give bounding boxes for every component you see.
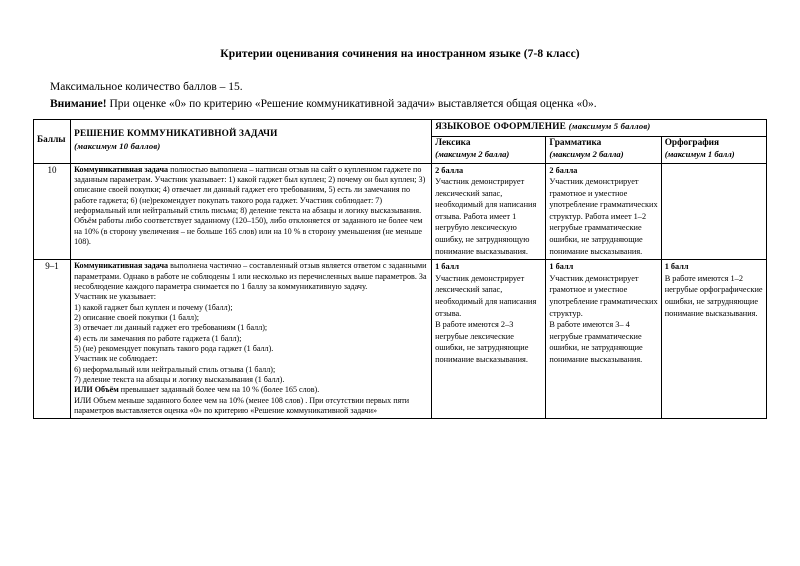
row-9-1-task-line: 5) (не) рекомендует покупать такого рода гаджет (1 балл).	[74, 344, 274, 353]
header-score: Баллы	[34, 120, 71, 164]
header-language-design-caption: ЯЗЫКОВОЕ ОФОРМЛЕНИЕ	[435, 122, 569, 132]
row-9-1-task-line: несоблюдение каждого параметра снимается по 1 баллу за коммуникативную задачу.	[74, 281, 368, 291]
row-9-1-task-tail-volume-over	[74, 385, 428, 395]
header-communicative-task-caption: РЕШЕНИЕ КОММУНИКАТИВНОЙ ЗАДАЧИ	[74, 129, 278, 140]
intro-block	[50, 79, 770, 112]
header-grammar-sub: (максимум 2 балла)	[549, 149, 624, 159]
row-9-1-spelling-text: В работе имеются 1–2 негрубые орфографические ошибки, не затрудняющие понимание высказывания.	[664, 273, 763, 318]
header-lexis-caption: Лексика	[435, 137, 471, 148]
row-9-1-grammar	[546, 260, 661, 419]
row-10-lexis-text: Участник демонстрирует лексический запас, необходимый для написания отзыва. Работа имеет 1 негрубую лексическую ошибку, не затрудняющую понимание высказывания.	[435, 177, 537, 256]
row-10-spelling	[661, 163, 766, 260]
row-10-task	[71, 163, 432, 260]
header-language-design	[432, 120, 767, 137]
row-9-1-task-body: выполнена частично – составленный отзыв является ответом с заданными параметрами. Однако в работе не соблюдены 1 или несколько из перечисленных выше параметров. За	[74, 261, 427, 281]
intro-line-max-score: Максимальное количество баллов – 15.	[50, 81, 243, 93]
header-lexis-sub: (максимум 2 балла)	[435, 149, 510, 159]
row-10-task-lead: Коммуникативная задача	[74, 164, 169, 174]
row-10-task-body: полностью выполнена – нагписан отзыв на сайт о купленном гаджете по заданным параметрам. Участник указывает: 1) какой гаджет был куплен; 2) почему он был куплен; 3) описание своей покупки; 4) отвечает ли данный гаджет его требованиям, 5) есть ли замечания по работе гаджета; 6) (не)рекомендует покупать такого рода гаджет. Участник соблюдает: 7) неформальный или нейтральный стиль письма; 8) деление текста на абзацы и логику высказывания. Объём работы либо соответствует заданному (120–150), либо отклоняется от заданного не более чем на 10% (в сторону увеличения – не больше 165 слов) или на 10 % в сторону уменьшения (не меньше 108).	[74, 164, 426, 246]
warning-lead: Внимание!	[50, 97, 107, 110]
row-9-1-task-line: 4) есть ли замечания по работе гаджета (1 балл);	[74, 333, 242, 343]
row-9-1-task-line: 1) какой гаджет был куплен и почему (1балл);	[74, 302, 233, 312]
row-9-1-lexis	[432, 260, 546, 419]
row-score-10: 10	[34, 163, 71, 260]
table-row	[34, 260, 767, 419]
header-spelling-caption: Орфография	[664, 137, 720, 148]
header-communicative-task-sub: (максимум 10 баллов)	[74, 140, 161, 151]
row-9-1-task-line: 7) деление текста на абзацы и логику высказывания (1 балл).	[74, 375, 285, 385]
header-lexis	[432, 136, 546, 163]
row-9-1-task-line: Участник не указывает:	[74, 292, 156, 302]
row-9-1-task-tail-volume-under: ИЛИ Объем меньше заданного более чем на 10% (менее 108 слов) . При отсутствии первых пяти параметров выставляется оценка «0» по критерию «Решение коммуникативной задачи»	[74, 395, 410, 416]
header-spelling-sub: (максимум 1 балл)	[664, 149, 735, 159]
row-9-1-spelling	[661, 260, 766, 419]
header-grammar-caption: Грамматика	[549, 137, 602, 148]
row-10-lexis-mark: 2 балла	[435, 165, 464, 175]
table-row	[34, 163, 767, 260]
row-10-grammar-mark: 2 балла	[549, 165, 578, 175]
row-9-1-grammar-text2: В работе имеются 3– 4 негрубые грамматические ошибки, не затрудняющие понимание высказывания.	[549, 320, 643, 364]
row-9-1-tail-lead: ИЛИ Объём	[74, 385, 119, 395]
row-10-task-paragraph	[74, 165, 428, 248]
header-communicative-task	[71, 120, 432, 164]
row-score-9-1: 9–1	[34, 260, 71, 419]
header-language-design-sub: (максимум 5 баллов)	[568, 121, 651, 131]
row-9-1-grammar-mark: 1 балл	[549, 262, 574, 272]
row-9-1-task-line: 2) описание своей покупки (1 балл);	[74, 312, 200, 322]
intro-line-warning	[50, 96, 770, 113]
header-spelling	[661, 136, 766, 163]
row-9-1-tail-body: превышает заданный более чем на 10 % (более 165 слов).	[118, 385, 320, 395]
row-9-1-task-lead: Коммуникативная задача	[74, 261, 169, 271]
row-10-lexis	[432, 163, 546, 260]
row-9-1-task-paragraph	[74, 261, 428, 282]
page-title: Критерии оценивания сочинения на иностранном языке (7-8 класс)	[220, 48, 580, 60]
row-10-grammar	[546, 163, 661, 260]
criteria-table	[33, 119, 767, 419]
table-header-row-1	[34, 120, 767, 137]
row-9-1-task-line: 3) отвечает ли данный гаджет его требованиям (1 балл);	[74, 323, 268, 333]
row-9-1-spelling-mark: 1 балл	[664, 262, 689, 272]
row-9-1-task	[71, 260, 432, 419]
warning-text: При оценке «0» по критерию «Решение коммуникативной задачи» выставляется общая оценка «0».	[106, 97, 597, 110]
row-9-1-task-line: 6) неформальный или нейтральный стиль отзыва (1 балл);	[74, 364, 276, 374]
row-10-grammar-text: Участник демонстрирует грамотное и уместное употребление грамматических структур. Работа имеет 1–2 негрубые грамматические ошибки, не затрудняющие понимание высказывания.	[549, 177, 658, 256]
header-grammar	[546, 136, 661, 163]
row-9-1-lexis-text: Участник демонстрирует лексический запас, необходимый для написания отзыва.	[435, 273, 537, 318]
row-9-1-lexis-mark: 1 балл	[435, 262, 459, 272]
row-9-1-task-line: Участник не соблюдает:	[74, 354, 158, 364]
row-9-1-lexis-text2: В работе имеются 2–3 негрубые лексические ошибки, не затрудняющие понимание высказывания.	[435, 320, 529, 364]
row-9-1-grammar-text: Участник демонстрирует грамотное и уместное употребление грамматических структур.	[549, 273, 658, 318]
